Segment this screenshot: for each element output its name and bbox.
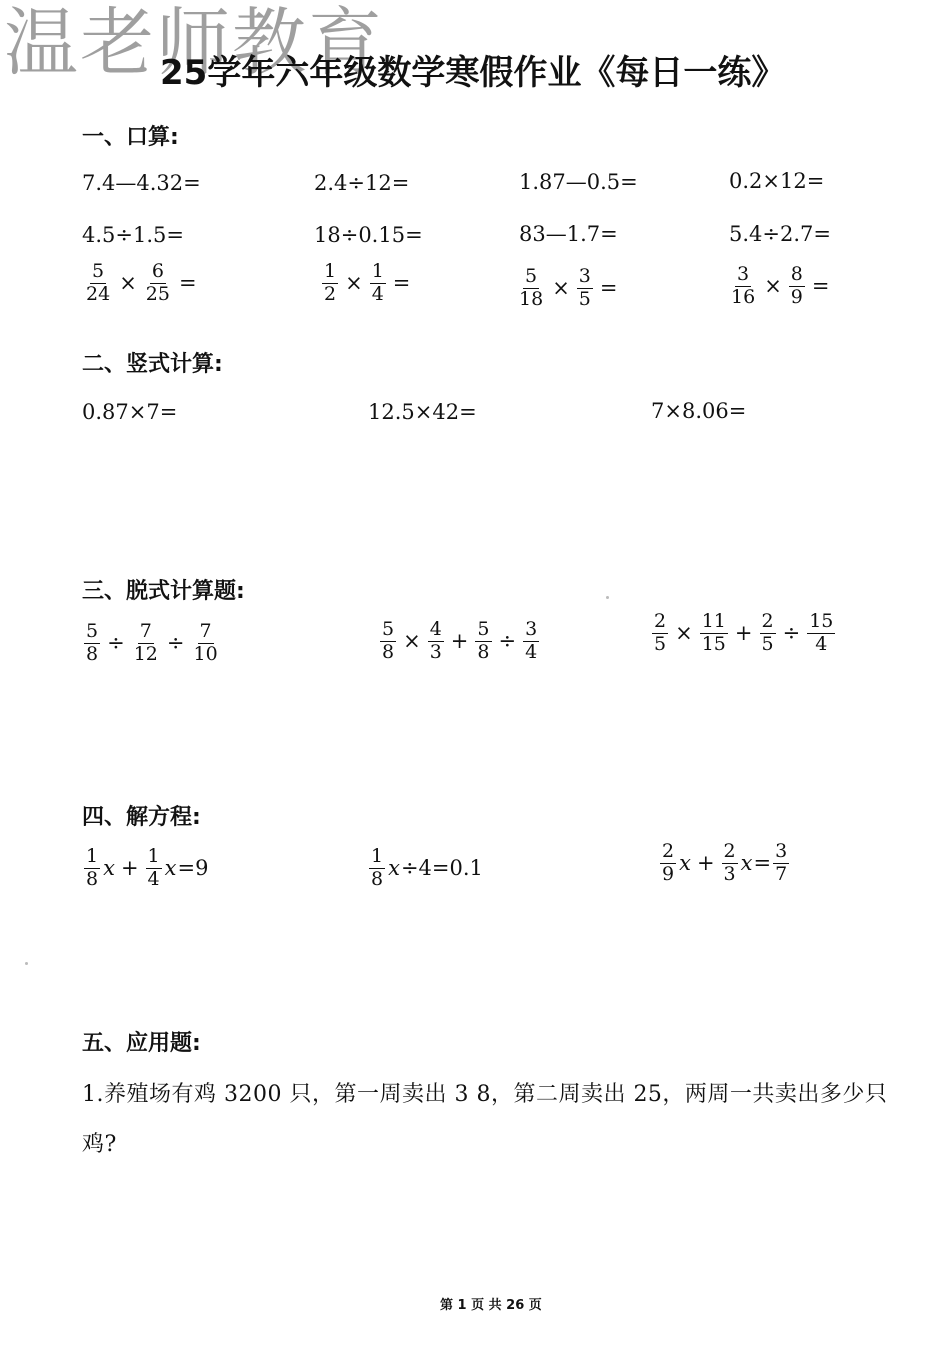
oral-item: 1.87—0.5= <box>519 170 638 194</box>
fraction: $\frac{5}{18}$ <box>519 265 544 310</box>
oral-item: 83—1.7= <box>519 222 618 246</box>
oral-fraction-item: $\frac{3}{16}$ × $\frac{8}{9}$ = <box>731 263 830 308</box>
watermark: 温老师教育 <box>4 0 384 86</box>
oral-item: 18÷0.15= <box>314 223 423 247</box>
equation-item: $\frac{1}{8}$ x ÷4=0.1 <box>371 845 483 890</box>
fraction: $\frac{3}{7}$ <box>775 840 788 885</box>
word-problem: 1.养殖场有鸡 3200 只，第一周卖出 3 8，第二周卖出 25，两周一共卖出多少只鸡? <box>82 1082 888 1157</box>
fraction: $\frac{5}{8}$ <box>382 618 395 663</box>
fraction: $\frac{3}{5}$ <box>578 265 591 310</box>
vertical-item: 7×8.06= <box>651 399 747 423</box>
fraction: $\frac{5}{24}$ <box>86 260 111 305</box>
fraction: $\frac{4}{3}$ <box>429 618 442 663</box>
fraction: $\frac{2}{9}$ <box>662 840 675 885</box>
section-heading-oral: 一、口算: <box>82 125 179 150</box>
oral-fraction-item: $\frac{1}{2}$ × $\frac{1}{4}$ = <box>324 260 411 305</box>
fraction: $\frac{1}{4}$ <box>147 845 160 890</box>
fraction: $\frac{5}{8}$ <box>86 620 99 665</box>
vertical-item: 12.5×42= <box>368 400 477 424</box>
fraction: $\frac{3}{4}$ <box>525 618 538 663</box>
fraction: $\frac{2}{5}$ <box>761 610 774 655</box>
section-heading-vertical: 二、竖式计算: <box>82 352 223 377</box>
section-heading-equations: 四、解方程: <box>82 805 201 830</box>
fraction: $\frac{11}{15}$ <box>701 610 726 655</box>
section-heading-stepwise: 三、脱式计算题: <box>82 579 245 604</box>
equation-item: $\frac{2}{9}$ x + $\frac{2}{3}$ x = $\frac{3}{7}$ <box>662 840 788 885</box>
vertical-item: 0.87×7= <box>82 400 178 424</box>
scan-speck <box>606 596 609 599</box>
oral-item: 5.4÷2.7= <box>729 222 831 246</box>
oral-fraction-item: $\frac{5}{18}$ × $\frac{3}{5}$ = <box>519 265 618 310</box>
fraction: $\frac{2}{5}$ <box>654 610 667 655</box>
fraction: $\frac{1}{8}$ <box>86 845 99 890</box>
fraction: $\frac{2}{3}$ <box>723 840 736 885</box>
page-title: 25学年六年级数学寒假作业《每日一练》 <box>160 53 786 93</box>
oral-item: 2.4÷12= <box>314 171 410 195</box>
equation-item: $\frac{1}{8}$ x + $\frac{1}{4}$ x =9 <box>86 845 209 890</box>
section-heading-word-problems: 五、应用题: <box>82 1031 201 1056</box>
oral-fraction-item: $\frac{5}{24}$ × $\frac{6}{25}$ = <box>86 260 197 305</box>
fraction: $\frac{7}{12}$ <box>133 620 158 665</box>
page-footer: 第 1 页 共 26 页 <box>440 1298 542 1313</box>
fraction: $\frac{5}{8}$ <box>477 618 490 663</box>
stepwise-item: $\frac{5}{8}$ ÷ $\frac{7}{12}$ ÷ $\frac{7}{10}$ <box>86 620 218 665</box>
fraction: $\frac{8}{9}$ <box>790 263 803 308</box>
oral-item: 4.5÷1.5= <box>82 223 184 247</box>
fraction: $\frac{6}{25}$ <box>145 260 170 305</box>
fraction: $\frac{1}{2}$ <box>324 260 337 305</box>
scan-speck <box>25 962 28 965</box>
fraction: $\frac{15}{4}$ <box>809 610 834 655</box>
fraction: $\frac{1}{8}$ <box>371 845 384 890</box>
fraction: $\frac{7}{10}$ <box>193 620 218 665</box>
stepwise-item: $\frac{5}{8}$ × $\frac{4}{3}$ + $\frac{5}{8}$ ÷ $\frac{3}{4}$ <box>382 618 538 663</box>
fraction: $\frac{1}{4}$ <box>371 260 384 305</box>
oral-item: 0.2×12= <box>729 169 825 193</box>
fraction: $\frac{3}{16}$ <box>731 263 756 308</box>
stepwise-item: $\frac{2}{5}$ × $\frac{11}{15}$ + $\frac{2}{5}$ ÷ $\frac{15}{4}$ <box>654 610 834 655</box>
oral-item: 7.4—4.32= <box>82 171 201 195</box>
